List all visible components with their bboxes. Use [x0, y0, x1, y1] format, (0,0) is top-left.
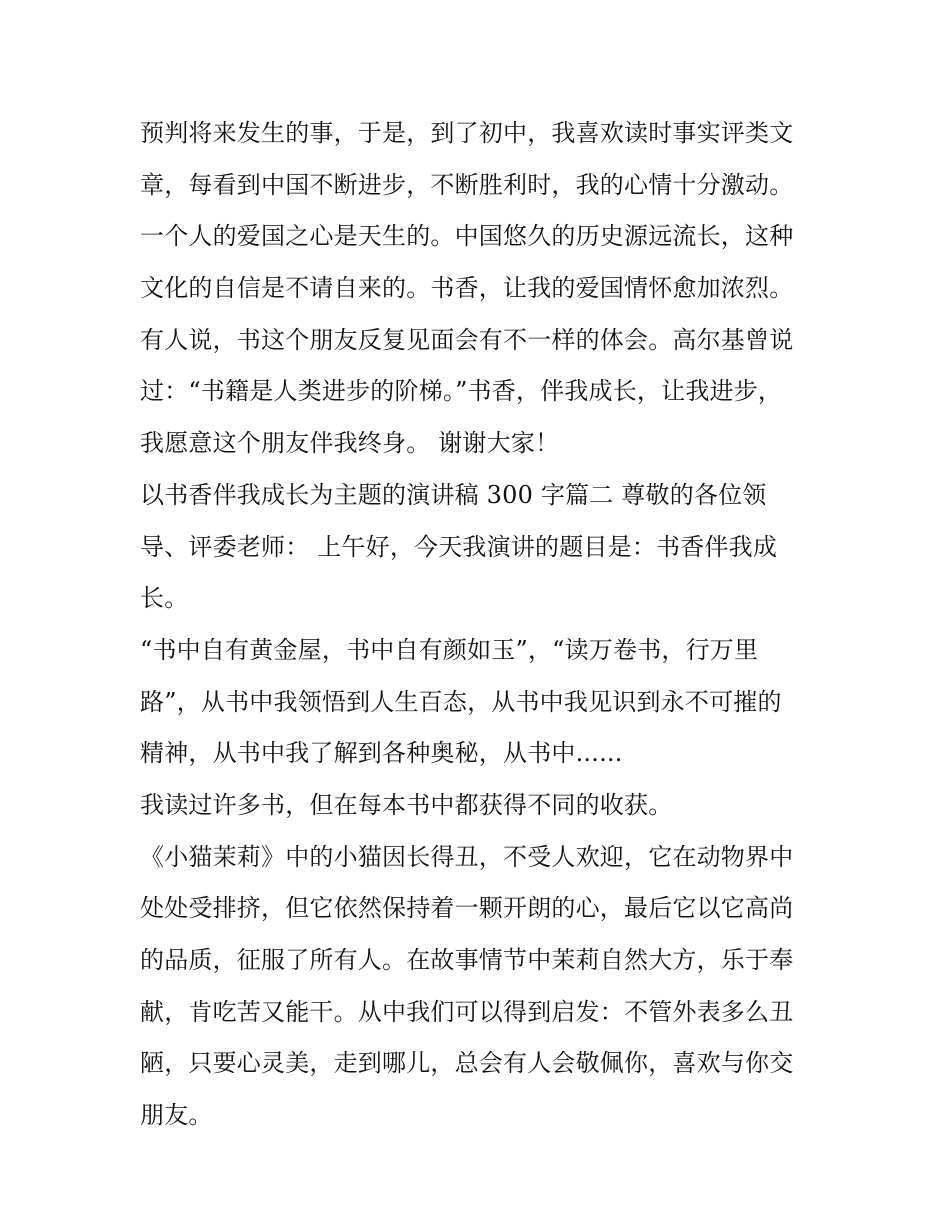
- text-line: 文化的自信是不请自来的。书香，让我的爱国情怀愈加浓烈。: [140, 274, 794, 303]
- text-line: 朋友。: [140, 1101, 213, 1130]
- text-line: 陋，只要心灵美，走到哪儿，总会有人会敬佩你，喜欢与你交: [140, 1049, 794, 1078]
- text-line: 导、评委老师： 上午好，今天我演讲的题目是：书香伴我成: [140, 532, 778, 561]
- section-heading-line: 以书香伴我成长为主题的演讲稿 300 字篇二 尊敬的各位领: [140, 480, 767, 509]
- text-line: 我愿意这个朋友伴我终身。 谢谢大家！: [140, 429, 560, 458]
- text-line: 一个人的爱国之心是天生的。中国悠久的历史源远流长，这种: [140, 222, 794, 251]
- text-line: 《小猫茉莉》中的小猫因长得丑，不受人欢迎，它在动物界中: [140, 842, 794, 871]
- text-line: 献，肯吃苦又能干。从中我们可以得到启发：不管外表多么丑: [140, 997, 794, 1026]
- text-line: 路”，从书中我领悟到人生百态，从书中我见识到永不可摧的: [140, 687, 782, 716]
- text-line: 精神，从书中我了解到各种奥秘，从书中......: [140, 739, 623, 768]
- text-line: 我读过许多书，但在每本书中都获得不同的收获。: [140, 790, 673, 819]
- text-line: 预判将来发生的事，于是，到了初中，我喜欢读时事实评类文: [140, 119, 794, 147]
- text-line: 的品质，征服了所有人。在故事情节中茉莉自然大方，乐于奉: [140, 946, 794, 974]
- text-line: “书中自有黄金屋，书中自有颜如玉”，“读万卷书，行万里: [140, 635, 759, 664]
- text-line: 有人说，书这个朋友反复见面会有不一样的体会。高尔基曾说: [140, 325, 794, 354]
- text-line: 过：“书籍是人类进步的阶梯。”书香，伴我成长，让我进步，: [140, 377, 783, 406]
- text-line: 章，每看到中国不断进步，不断胜利时，我的心情十分激动。: [140, 170, 794, 199]
- text-line: 处处受排挤，但它依然保持着一颗开朗的心，最后它以它高尚: [140, 894, 794, 923]
- document-body: [140, 108, 820, 1142]
- text-line: 长。: [140, 584, 189, 613]
